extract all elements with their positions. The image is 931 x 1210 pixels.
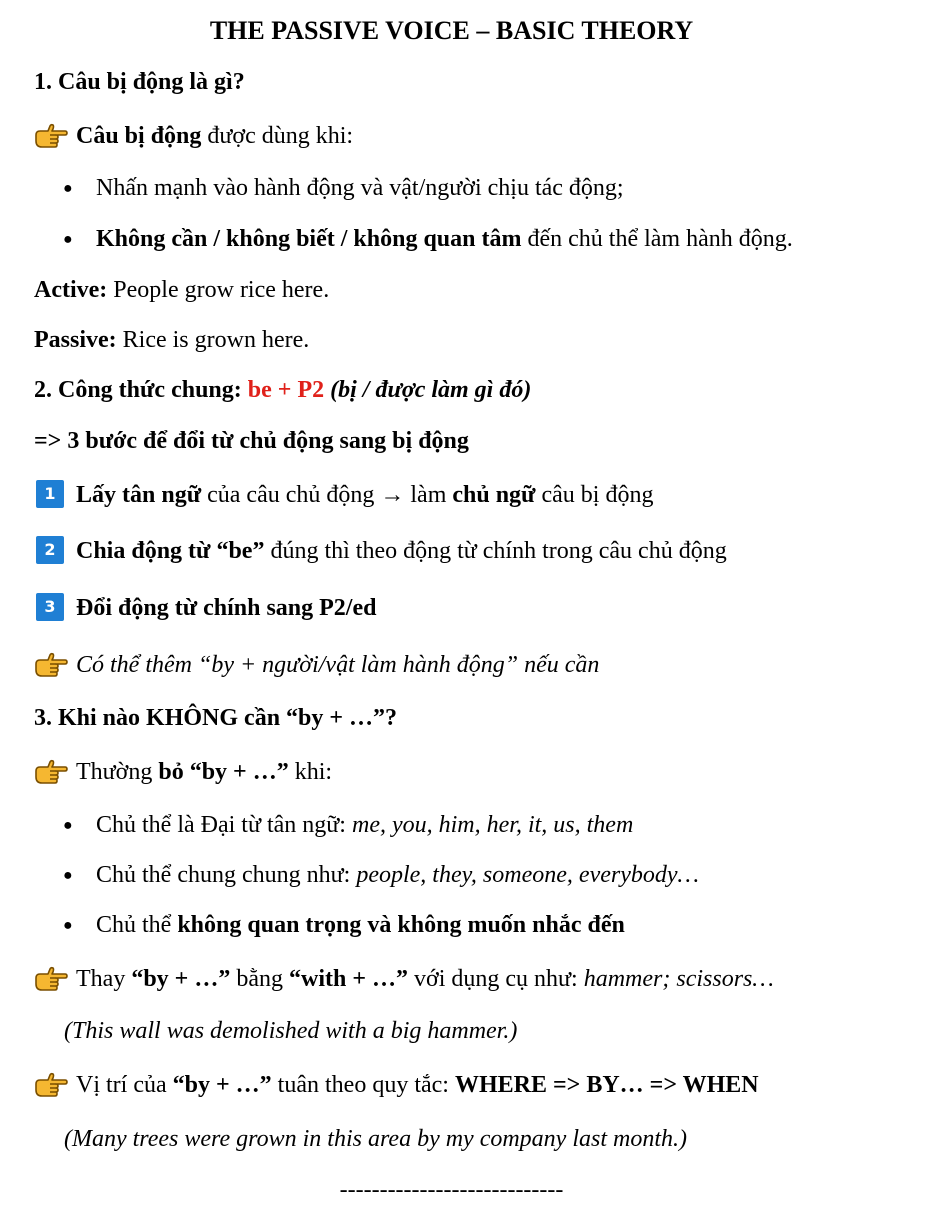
step1-bold2: chủ ngữ <box>452 482 536 508</box>
pos-text1: Vị trí của <box>76 1072 173 1098</box>
bullet-text: Chủ thể chung chung như: <box>96 862 357 888</box>
pointing-hand-icon <box>34 758 68 784</box>
intro-rest: được dùng khi: <box>201 123 354 149</box>
bullet-rest: đến chủ thể làm hành động. <box>521 226 793 252</box>
steps-heading: => 3 bước để đổi từ chủ động sang bị động <box>34 428 469 454</box>
bullet-icon: ● <box>63 180 73 197</box>
section3-intro <box>34 757 332 787</box>
bullet-text: Chủ thể <box>96 912 178 938</box>
pointing-hand-icon <box>34 651 68 677</box>
pointing-hand-icon <box>34 122 68 148</box>
passive-example <box>34 325 309 355</box>
divider: ---------------------------- <box>339 1177 564 1203</box>
bullet-bold: Không cần / không biết / không quan tâm <box>96 226 522 252</box>
step3-bold: Đổi động từ chính sang P2/ed <box>76 595 377 621</box>
step-1 <box>36 480 653 510</box>
intro-bold: bỏ “by + …” <box>158 759 289 785</box>
section1-heading: 1. Câu bị động là gì? <box>34 69 245 95</box>
intro-bold: Câu bị động <box>76 123 202 149</box>
with-rule <box>34 964 774 994</box>
intro-text2: khi: <box>288 759 333 785</box>
section3-heading: 3. Khi nào KHÔNG cần “by + …”? <box>34 705 398 731</box>
bullet-icon: ● <box>63 231 73 248</box>
passive-text: Rice is grown here. <box>116 327 310 353</box>
section1-intro <box>34 121 353 151</box>
active-text: People grow rice here. <box>107 277 330 303</box>
step1-text2: câu bị động <box>535 482 654 508</box>
step2-text: đúng thì theo động từ chính trong câu chủ động <box>264 538 727 564</box>
bullet-item <box>96 860 699 890</box>
pointing-hand-icon <box>34 965 68 991</box>
bullet-item: Nhấn mạnh vào hành động và vật/người chịu tác động; <box>96 175 624 201</box>
with-bold1: “by + …” <box>131 966 231 992</box>
step1-text1: của câu chủ động → làm <box>201 482 453 508</box>
position-rule <box>34 1070 759 1100</box>
by-note <box>34 650 599 680</box>
formula-note: (bị / được làm gì đó) <box>324 377 532 403</box>
section2-heading <box>34 375 531 405</box>
pos-text2: tuân theo quy tắc: <box>271 1072 455 1098</box>
pos-bold1: “by + …” <box>172 1072 272 1098</box>
bullet-icon: ● <box>63 867 73 884</box>
position-example: (Many trees were grown in this area by my company last month.) <box>64 1126 688 1152</box>
with-text1: Thay <box>76 966 132 992</box>
intro-text1: Thường <box>76 759 159 785</box>
pos-bold2: WHERE => BY… => WHEN <box>454 1072 759 1098</box>
bullet-text: Chủ thể là Đại từ tân ngữ: <box>96 812 352 838</box>
number-3-icon: 3 <box>36 593 64 621</box>
active-example <box>34 275 329 305</box>
with-bold2: “with + …” <box>289 966 409 992</box>
with-text3: với dụng cụ như: <box>408 966 584 992</box>
section2-heading-text: 2. Công thức chung: <box>34 377 248 403</box>
step-2 <box>36 536 727 566</box>
passive-label: Passive: <box>34 327 117 353</box>
bullet-italic: me, you, him, her, it, us, them <box>351 812 634 838</box>
formula: be + P2 <box>247 377 325 403</box>
with-italic: hammer; scissors… <box>583 966 774 992</box>
bullet-icon: ● <box>63 917 73 934</box>
number-1-icon: 1 <box>36 480 64 508</box>
bullet-icon: ● <box>63 817 73 834</box>
number-2-icon: 2 <box>36 536 64 564</box>
pointing-hand-icon <box>34 1071 68 1097</box>
bullet-item <box>96 910 625 940</box>
page-title: THE PASSIVE VOICE – BASIC THEORY <box>209 16 694 45</box>
bullet-italic: people, they, someone, everybody… <box>356 862 699 888</box>
step-3 <box>36 593 376 623</box>
step2-bold: Chia động từ “be” <box>76 538 265 564</box>
by-note-text: Có thể thêm “by + người/vật làm hành động” nếu cần <box>76 652 600 678</box>
with-example: (This wall was demolished with a big hammer.) <box>64 1018 518 1044</box>
bullet-item <box>96 224 793 254</box>
step1-bold1: Lấy tân ngữ <box>76 482 202 508</box>
bullet-bold: không quan trọng và không muốn nhắc đến <box>177 912 625 938</box>
bullet-item <box>96 810 633 840</box>
active-label: Active: <box>34 277 108 303</box>
with-text2: bằng <box>230 966 289 992</box>
